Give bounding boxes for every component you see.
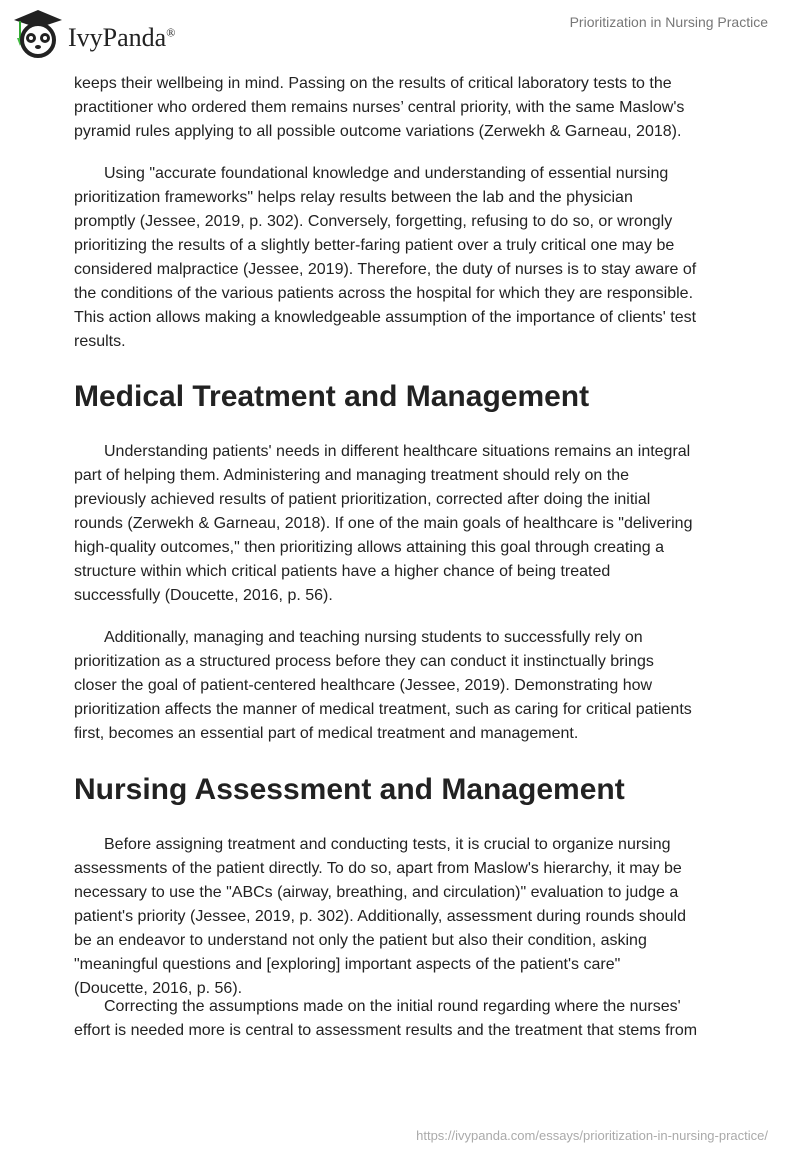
text-line: high-quality outcomes," then prioritizing allows attaining this goal through creating a [74,539,665,556]
text-line: Understanding patients' needs in different healthcare situations remains an integral [104,443,691,460]
section-heading: Medical Treatment and Management [74,380,590,413]
text-line: Additionally, managing and teaching nursing students to successfully rely on [104,629,643,646]
text-line: structure within which critical patients have a higher chance of being treated [74,563,611,580]
text-line: part of helping them. Administering and managing treatment should rely on the [74,467,629,484]
text-line: practitioner who ordered them remains nurses’ central priority, with the same Maslow's [74,99,685,116]
panda-logo-icon [12,8,64,58]
text-line: rounds (Zerwekh & Garneau, 2018). If one of the main goals of healthcare is "delivering [74,515,693,532]
text-line: necessary to use the "ABCs (airway, breathing, and circulation)" evaluation to judge a [74,884,679,901]
text-line: be an endeavor to understand not only the patient but also their condition, asking [74,932,647,949]
ivypanda-logo[interactable] [12,8,175,58]
text-line: Before assigning treatment and conducting tests, it is crucial to organize nursing [104,836,671,853]
paragraph [74,72,754,144]
source-url[interactable]: https://ivypanda.com/essays/prioritization-in-nursing-practice/ [416,1128,768,1143]
paragraph [74,995,754,1043]
document-title: Prioritization in Nursing Practice [569,14,768,30]
text-line: first, becomes an essential part of medical treatment and management. [74,725,579,742]
text-line: Using "accurate foundational knowledge and understanding of essential nursing [104,165,669,182]
text-line: successfully (Doucette, 2016, p. 56). [74,587,333,604]
text-line: prioritization affects the manner of medical treatment, such as caring for critical patients [74,701,692,718]
text-line: effort is needed more is central to assessment results and the treatment that stems from [74,1022,698,1039]
text-line: patient's priority (Jessee, 2019, p. 302). Additionally, assessment during rounds should [74,908,686,925]
text-line: assessments of the patient directly. To do so, apart from Maslow's hierarchy, it may be [74,860,682,877]
brand-name: IvyPanda® [68,23,176,52]
text-line: (Doucette, 2016, p. 56). [74,980,243,997]
text-line: "meaningful questions and [exploring] important aspects of the patient's care" [74,956,621,973]
text-line: closer the goal of patient-centered healthcare (Jessee, 2019). Demonstrating how [74,677,653,694]
text-line: prioritization frameworks" helps relay results between the lab and the physician [74,189,633,206]
paragraph [74,440,754,608]
text-line: prioritization as a structured process before they can conduct it instinctually brings [74,653,654,670]
text-line: results. [74,333,126,350]
text-line: considered malpractice (Jessee, 2019). Therefore, the duty of nurses is to stay aware of [74,261,697,278]
text-line: pyramid rules applying to all possible outcome variations (Zerwekh & Garneau, 2018). [74,123,682,140]
text-line: promptly (Jessee, 2019, p. 302). Conversely, forgetting, refusing to do so, or wrongly [74,213,673,230]
paragraph [74,162,754,354]
paragraph [74,833,754,1001]
text-line: Correcting the assumptions made on the initial round regarding where the nurses' [104,998,681,1015]
text-line: previously achieved results of patient prioritization, corrected after doing the initial [74,491,651,508]
text-line: the conditions of the various patients across the hospital for which they are responsible. [74,285,694,302]
text-line: keeps their wellbeing in mind. Passing on the results of critical laboratory tests to the [74,75,672,92]
section-heading: Nursing Assessment and Management [74,773,625,806]
paragraph [74,626,754,746]
text-line: This action allows making a knowledgeable assumption of the importance of clients' test [74,309,697,326]
text-line: prioritizing the results of a slightly better-faring patient over a truly critical one may be [74,237,675,254]
